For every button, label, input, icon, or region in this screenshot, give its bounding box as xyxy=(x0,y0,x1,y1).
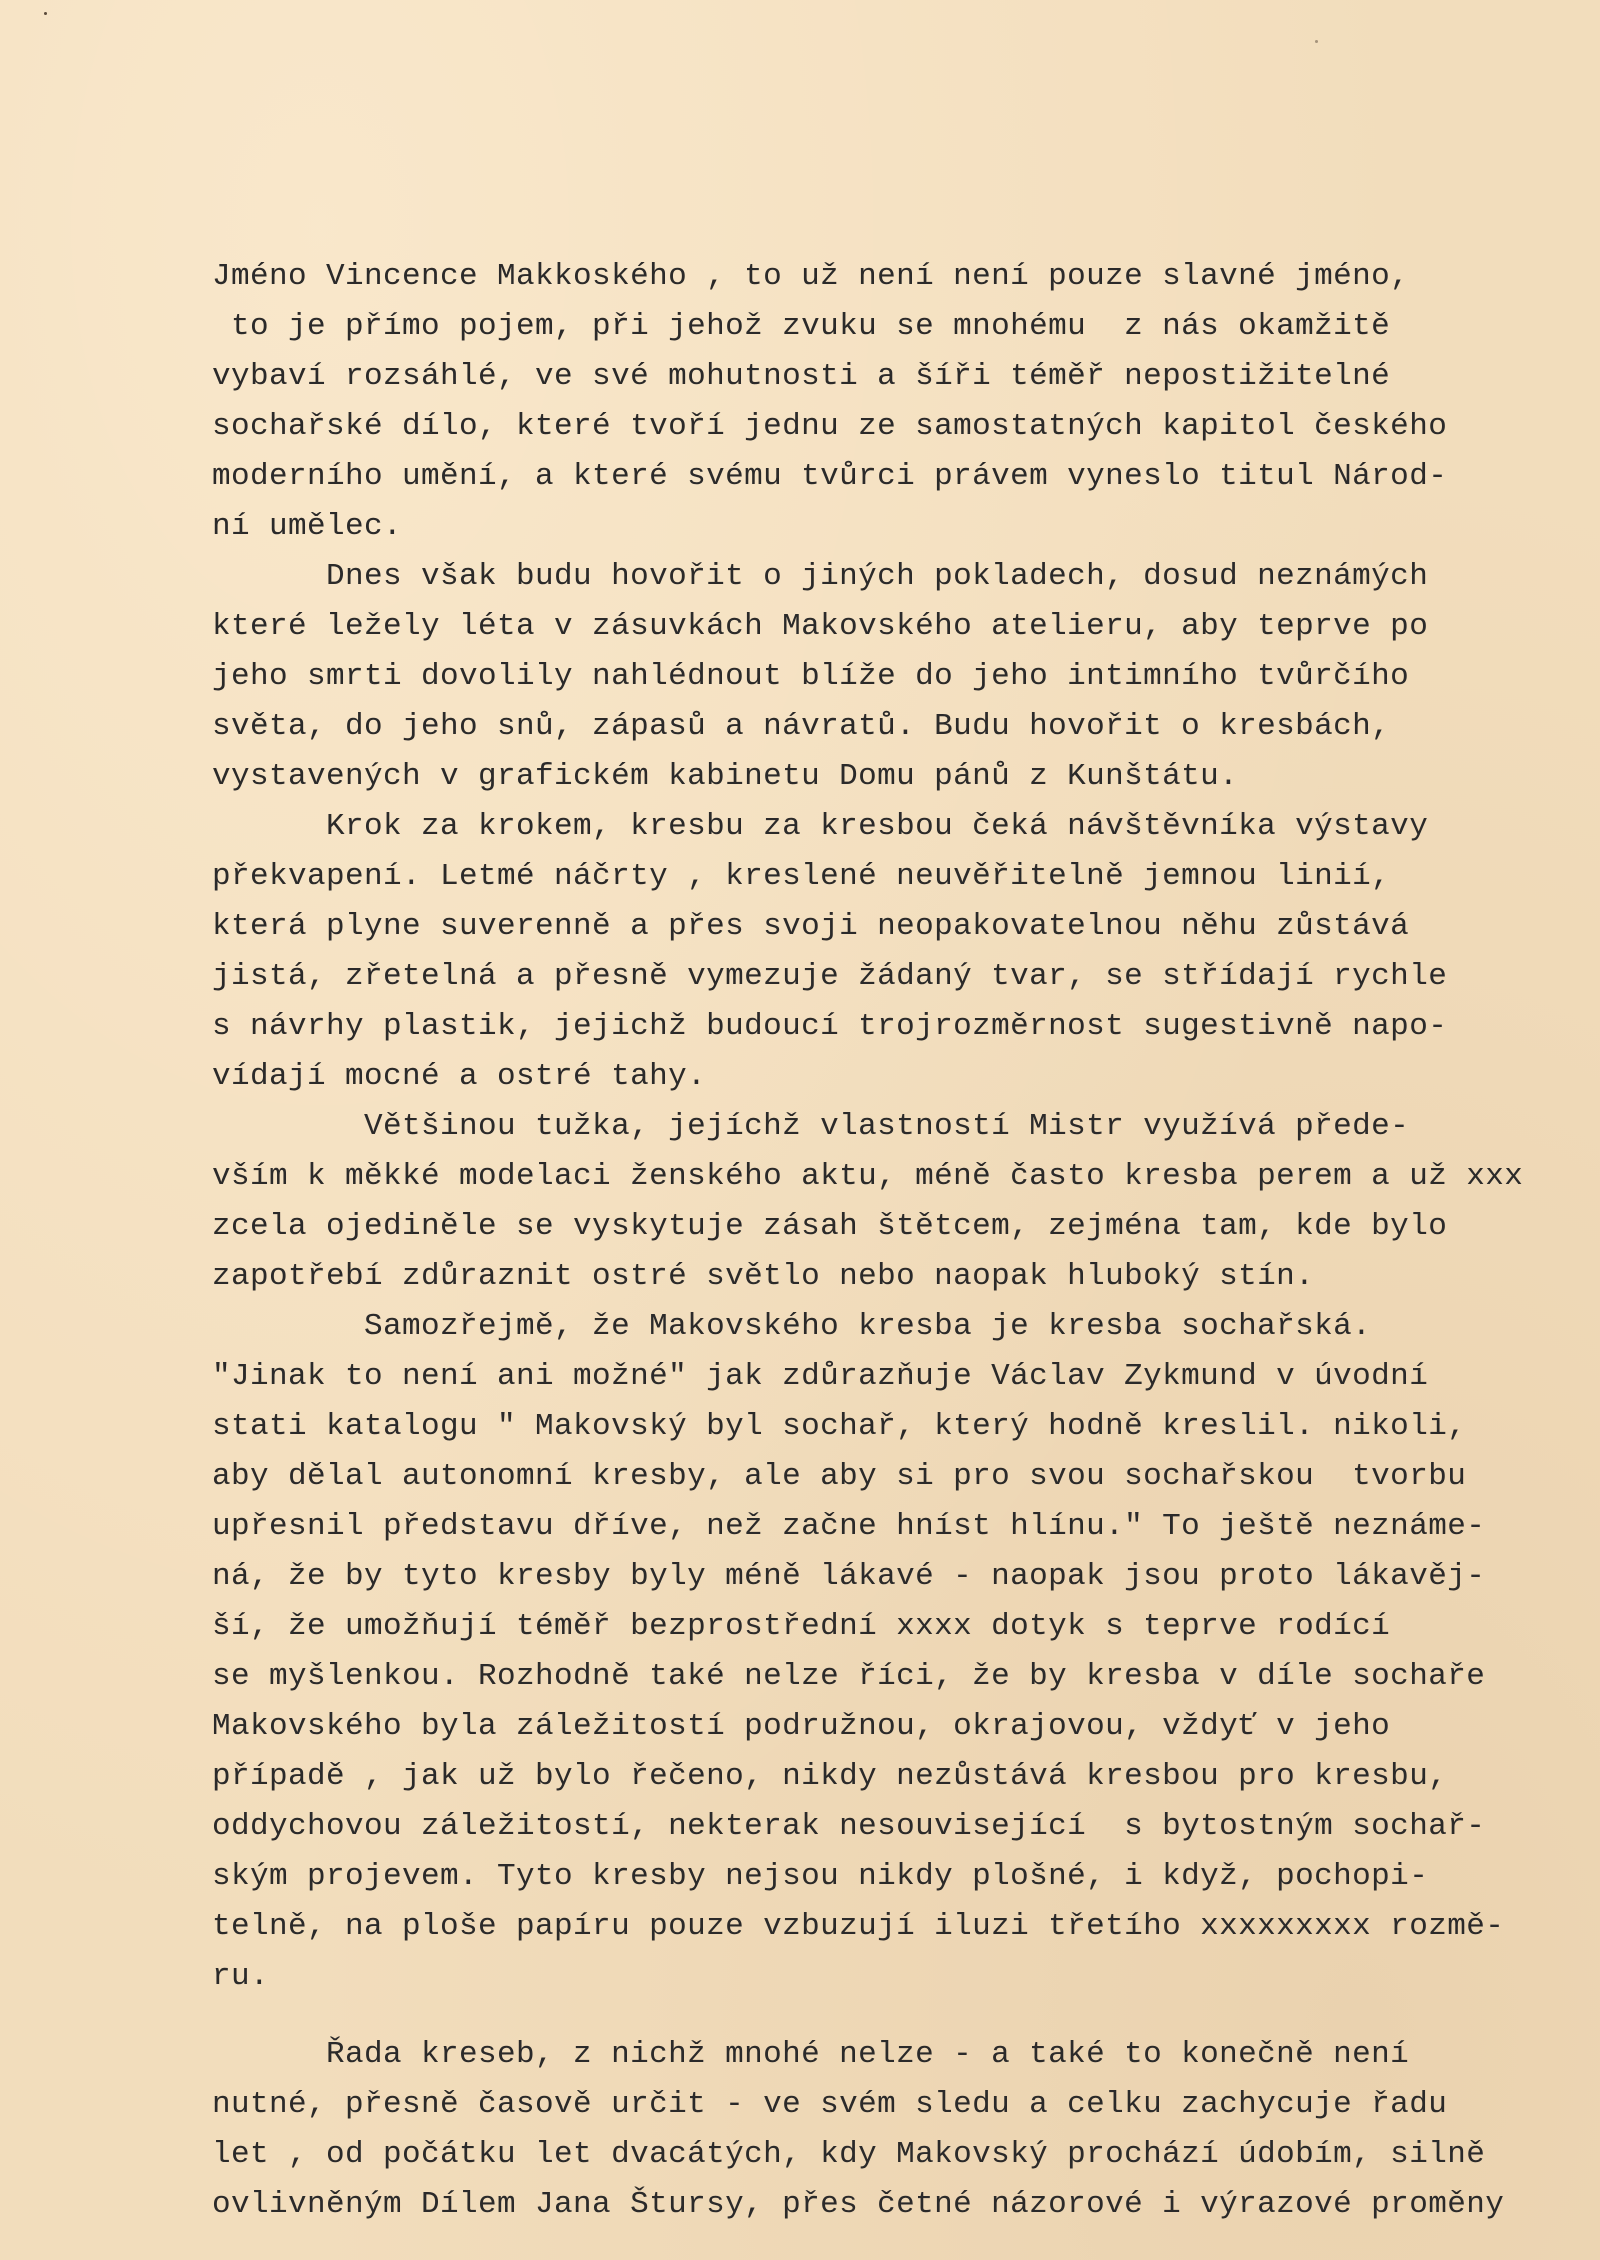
text-line: ru. xyxy=(212,1959,270,1994)
text-line: let , od počátku let dvacátých, kdy Makovský prochází údobím, silně xyxy=(212,2137,1486,2172)
paper-speck xyxy=(44,12,47,15)
text-line: oddychovou záležitostí, nekterak nesouvisející s bytostným sochař- xyxy=(212,1809,1486,1844)
text-line: se myšlenkou. Rozhodně také nelze říci, že by kresba v díle sochaře xyxy=(212,1659,1486,1694)
text-line: upřesnil představu dříve, než začne hníst hlínu." To ještě neznáme- xyxy=(212,1509,1486,1544)
text-line: vybaví rozsáhlé, ve své mohutnosti a šíři téměř nepostižitelné xyxy=(212,359,1391,394)
text-line: vším k měkké modelaci ženského aktu, méně často kresba perem a už xxx xyxy=(212,1159,1524,1194)
text-line: Makovského byla záležitostí podružnou, okrajovou, vždyť v jeho xyxy=(212,1709,1391,1744)
text-line: jistá, zřetelná a přesně vymezuje žádaný tvar, se střídají rychle xyxy=(212,959,1448,994)
text-line: Řada kreseb, z nichž mnohé nelze - a také to konečně není xyxy=(212,2037,1410,2072)
text-line: Dnes však budu hovořit o jiných pokladech, dosud neznámých xyxy=(212,559,1429,594)
paragraph-gap xyxy=(212,2002,1592,2030)
text-line: telně, na ploše papíru pouze vzbuzují iluzi třetího xxxxxxxxx rozmě- xyxy=(212,1909,1505,1944)
text-line: vídají mocné a ostré tahy. xyxy=(212,1059,707,1094)
text-line: ná, že by tyto kresby byly méně lákavé - naopak jsou proto lákavěj- xyxy=(212,1559,1486,1594)
text-line: to je přímo pojem, při jehož zvuku se mnohému z nás okamžitě xyxy=(212,309,1391,344)
text-line: které ležely léta v zásuvkách Makovského atelieru, aby teprve po xyxy=(212,609,1429,644)
text-line: vystavených v grafickém kabinetu Domu pánů z Kunštátu. xyxy=(212,759,1239,794)
text-line: která plyne suverenně a přes svoji neopakovatelnou něhu zůstává xyxy=(212,909,1410,944)
text-line: "Jinak to není ani možné" jak zdůrazňuje Václav Zykmund v úvodní xyxy=(212,1359,1429,1394)
text-line: Samozřejmě, že Makovského kresba je kresba sochařská. xyxy=(212,1309,1372,1344)
text-line: nutné, přesně časově určit - ve svém sledu a celku zachycuje řadu xyxy=(212,2087,1448,2122)
text-line: ským projevem. Tyto kresby nejsou nikdy plošné, i když, pochopi- xyxy=(212,1859,1429,1894)
text-line: stati katalogu " Makovský byl sochař, který hodně kreslil. nikoli, xyxy=(212,1409,1467,1444)
text-line: zapotřebí zdůraznit ostré světlo nebo naopak hluboký stín. xyxy=(212,1259,1315,1294)
paper-speck xyxy=(1315,40,1318,43)
text-line: překvapení. Letmé náčrty , kreslené neuvěřitelně jemnou linií, xyxy=(212,859,1391,894)
text-line: zcela ojediněle se vyskytuje zásah štětcem, zejména tam, kde bylo xyxy=(212,1209,1448,1244)
text-line: aby dělal autonomní kresby, ale aby si pro svou sochařskou tvorbu xyxy=(212,1459,1467,1494)
text-line: s návrhy plastik, jejichž budoucí trojrozměrnost sugestivně napo- xyxy=(212,1009,1448,1044)
text-line: světa, do jeho snů, zápasů a návratů. Budu hovořit o kresbách, xyxy=(212,709,1391,744)
text-line: případě , jak už bylo řečeno, nikdy nezůstává kresbou pro kresbu, xyxy=(212,1759,1448,1794)
text-line: sochařské dílo, které tvoří jednu ze samostatných kapitol českého xyxy=(212,409,1448,444)
text-line: ní umělec. xyxy=(212,509,403,544)
text-line: moderního umění, a které svému tvůrci právem vyneslo titul Národ- xyxy=(212,459,1448,494)
text-line: Krok za krokem, kresbu za kresbou čeká návštěvníka výstavy xyxy=(212,809,1429,844)
text-line: Jméno Vincence Makkoského , to už není není pouze slavné jméno, xyxy=(212,259,1410,294)
text-line: Většinou tužka, jejíchž vlastností Mistr využívá přede- xyxy=(212,1109,1410,1144)
text-line: ší, že umožňují téměř bezprostřední xxxx dotyk s teprve rodící xyxy=(212,1609,1391,1644)
text-line: ovlivněným Dílem Jana Štursy, přes četné názorové i výrazové proměny xyxy=(212,2187,1505,2222)
typed-text xyxy=(212,252,1592,2230)
text-line: jeho smrti dovolily nahlédnout blíže do jeho intimního tvůrčího xyxy=(212,659,1410,694)
